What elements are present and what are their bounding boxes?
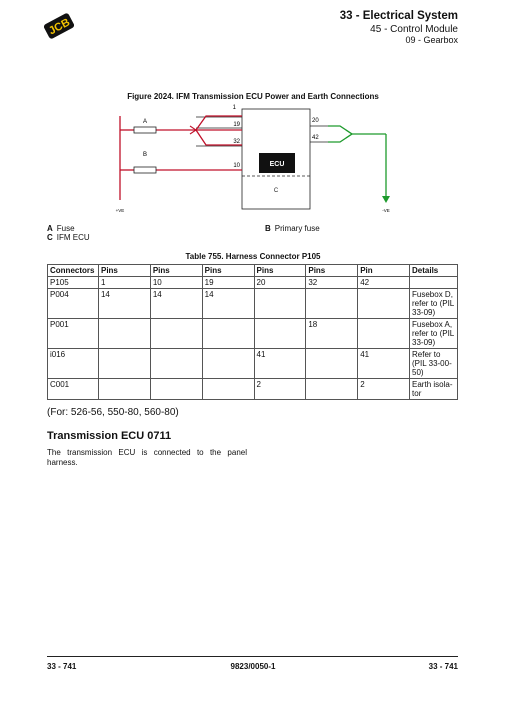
table-cell <box>358 319 410 349</box>
table-cell <box>98 349 150 379</box>
fuse-a-label: A <box>142 119 148 125</box>
table-cell <box>202 349 254 379</box>
pin-42-label: 42 <box>312 135 319 141</box>
table-cell <box>306 289 358 319</box>
table-cell: 2 <box>358 379 410 400</box>
pin-19-label: 19 <box>233 122 240 128</box>
legend-item-b: B Primary fuse <box>265 224 320 233</box>
section-title: 33 - Electrical System <box>339 10 458 22</box>
pin-1-label: 1 <box>232 105 236 111</box>
legend-item-c: C IFM ECU <box>47 233 90 242</box>
table-cell: 41 <box>358 349 410 379</box>
table-cell: 19 <box>202 277 254 289</box>
table-cell <box>98 319 150 349</box>
column-header: Pins <box>254 265 306 277</box>
table-cell: P105 <box>48 277 99 289</box>
table-cell: 14 <box>202 289 254 319</box>
table-cell: Earth isola-tor <box>410 379 458 400</box>
table-cell: P004 <box>48 289 99 319</box>
table-cell: 18 <box>306 319 358 349</box>
negative-terminal-label: -VE <box>382 208 390 213</box>
table-cell: 1 <box>98 277 150 289</box>
column-header: Details <box>410 265 458 277</box>
table-cell: 42 <box>358 277 410 289</box>
table-cell <box>150 319 202 349</box>
table-row <box>48 349 458 379</box>
fuse-b <box>134 167 156 173</box>
legend-item-a: A Fuse <box>47 224 75 233</box>
module-title: 45 - Control Module <box>370 24 458 35</box>
table-cell: 20 <box>254 277 306 289</box>
table-cell: Fusebox D, refer to (PIL 33-09) <box>410 289 458 319</box>
table-cell: 14 <box>150 289 202 319</box>
table-cell: 32 <box>306 277 358 289</box>
figure-title: Figure 2024. IFM Transmission ECU Power and Earth Connections <box>127 92 379 101</box>
table-cell <box>150 349 202 379</box>
footer-page-right: 33 - 741 <box>428 662 458 671</box>
ecu-label-c: C <box>273 188 279 194</box>
jcb-logo <box>44 12 74 40</box>
column-header: Pins <box>150 265 202 277</box>
table-cell <box>150 379 202 400</box>
ecu-label: ECU <box>269 161 285 168</box>
table-cell: C001 <box>48 379 99 400</box>
table-row <box>48 319 458 349</box>
subsection-title: 09 - Gearbox <box>405 35 458 45</box>
column-header: Pin <box>358 265 410 277</box>
table-cell <box>410 277 458 289</box>
column-header: Pins <box>202 265 254 277</box>
footer-divider <box>47 656 458 657</box>
positive-terminal-label: +VE <box>115 208 125 213</box>
column-header: Pins <box>306 265 358 277</box>
earth-arrow <box>382 196 390 203</box>
pin-10-label: 10 <box>233 163 240 169</box>
table-cell: 41 <box>254 349 306 379</box>
table-cell <box>202 379 254 400</box>
table-cell <box>306 349 358 379</box>
fuse-b-label: B <box>142 152 148 158</box>
column-header: Connectors <box>48 265 99 277</box>
table-cell: i016 <box>48 349 99 379</box>
column-header: Pins <box>98 265 150 277</box>
table-cell <box>202 319 254 349</box>
table-row <box>48 379 458 400</box>
applicability-note: (For: 526-56, 550-80, 560-80) <box>47 407 179 418</box>
wiring-diagram <box>0 100 506 220</box>
pin-20-label: 20 <box>312 118 319 124</box>
table-cell: 14 <box>98 289 150 319</box>
footer-doc-number: 9823/0050-1 <box>230 662 276 671</box>
table-title: Table 755. Harness Connector P105 <box>185 252 321 261</box>
table-cell: 2 <box>254 379 306 400</box>
footer-page-left: 33 - 741 <box>47 662 77 671</box>
table-row <box>48 277 458 289</box>
table-cell <box>358 289 410 319</box>
table-cell <box>254 289 306 319</box>
table-cell: Fusebox A, refer to (PIL 33-09) <box>410 319 458 349</box>
table-cell <box>98 379 150 400</box>
table-cell <box>254 319 306 349</box>
logo-text: JCB <box>46 16 73 38</box>
table-cell: P001 <box>48 319 99 349</box>
pin-32-label: 32 <box>233 139 240 145</box>
table-cell: 10 <box>150 277 202 289</box>
table-row <box>48 289 458 319</box>
table-cell <box>306 379 358 400</box>
table-header-row <box>48 265 458 277</box>
section-heading: Transmission ECU 0711 <box>47 430 172 442</box>
body-paragraph: The transmission ECU is connected to the panel harness. <box>47 448 247 467</box>
table-cell: Refer to (PIL 33-00-50) <box>410 349 458 379</box>
fuse-a <box>134 127 156 133</box>
harness-connector-table <box>47 264 458 400</box>
